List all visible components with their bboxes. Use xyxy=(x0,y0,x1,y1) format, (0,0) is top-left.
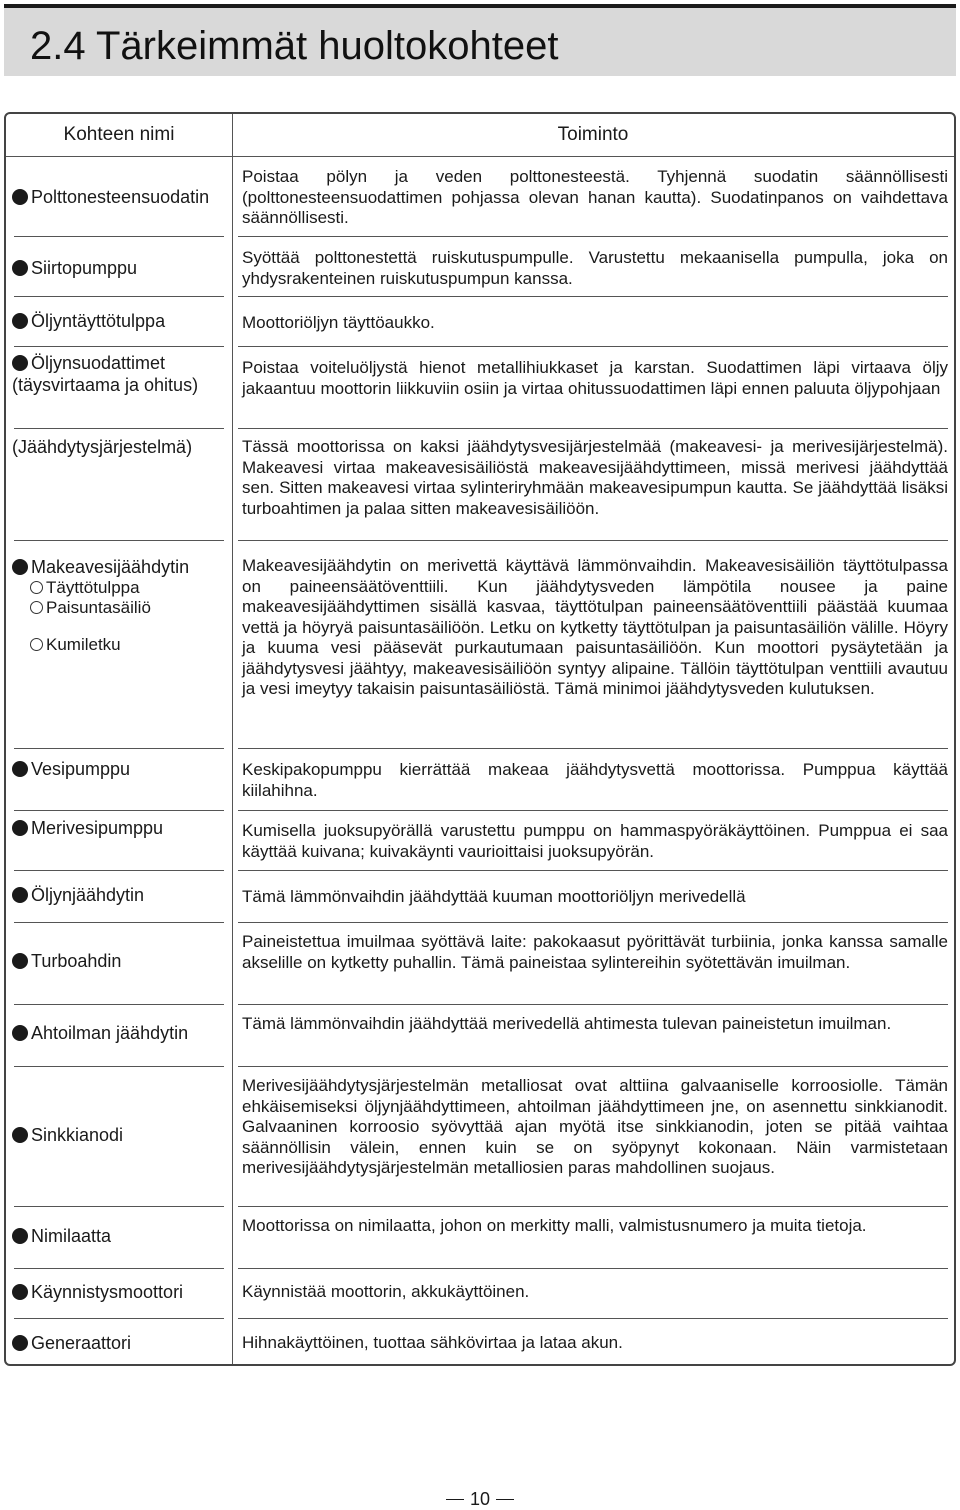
item-function: Makeavesijäähdytin on merivettä käyttävä lämmönvaihdin. Makeavesisäiliön täyttötulpassa on paineensäätöventtiili. Kun jäähdytysveden lämpötila nousee ja paine makeavesijäähdyttimen sisällä kasvaa, täyttötulpan paineensäätöventtiili päästää kuumaa vettä ja höyryä paisuntasäiliöön. Letku on kytketty täyttötulpan ja paisuntasäiliön välille. Höyry ja kuuma vesi pääsevät purkautumaan paisuntasäiliöön. Kun moottori pysäytetään ja jäähdytysvesi jäähtyy, makeavesisäiliöön syntyy alipaine. Tällöin täyttötulpan venttiili avautuu ja vesi imeytyy takaisin paisuntasäiliöstä. Tämä minimoi jäähdytysveden kulutuksen. xyxy=(242,556,948,698)
item-function: Tämä lämmönvaihdin jäähdyttää kuuman moottoriöljyn merivedellä xyxy=(242,887,746,906)
row-divider xyxy=(238,810,948,811)
item-function: Syöttää polttonestettä ruiskutuspumpulle. Varustettu mekaanisella pumpulla, joka on yhdysrakenteinen ruiskutuspumpun kanssa. xyxy=(242,248,948,288)
row-divider xyxy=(238,1004,948,1005)
dash-icon xyxy=(496,1499,514,1500)
item-function: Poistaa voiteluöljystä hienot metallihiukkaset ja karstan. Suodattimen läpi virtaava öljy jakaantuu moottorin liikkuviin osiin ja virtaa ohitussuodattimen läpi ennen paluuta öljypohjaan xyxy=(242,358,948,398)
circle-icon xyxy=(30,581,43,594)
item-name: Nimilaatta xyxy=(12,1225,228,1247)
item-name: Turboahdin xyxy=(12,950,228,972)
item-name: Merivesipumppu xyxy=(12,817,228,839)
row-divider xyxy=(14,296,224,297)
item-name: Öljynjäähdytin xyxy=(12,884,228,906)
bullet-icon xyxy=(12,761,28,777)
item-function: Tässä moottorissa on kaksi jäähdytysvesijärjestelmää (makeavesi- ja merivesijärjestelmä). Makeavesi virtaa makeavesisäiliöstä makeavesijäähdyttimeen, missä merivesi jäähdyttää sen. Sitten makeavesi virtaa sylinteriryhmään makeavesipumpun kautta. Se jäähdyttää lisäksi turboahtimen ja palaa sitten makeavesisäiliöön. xyxy=(242,437,948,518)
item-name: Käynnistysmoottori xyxy=(12,1281,228,1303)
title-bar xyxy=(4,4,956,76)
row-divider xyxy=(14,428,224,429)
bullet-icon xyxy=(12,887,28,903)
row-divider xyxy=(238,748,948,749)
row-divider xyxy=(14,540,224,541)
item-name: Ahtoilman jäähdytin xyxy=(12,1022,228,1044)
item-function: Kumisella juoksupyörällä varustettu pumppu on hammaspyöräkäyttöinen. Pumppua ei saa käyttää kuivana; kuivakäynti vaurioittaisi juoksupyörän. xyxy=(242,821,948,861)
column-divider xyxy=(232,114,233,1364)
item-name: Öljyntäyttötulppa xyxy=(12,310,228,332)
page-number: 10 xyxy=(0,1488,960,1510)
item-name: Generaattori xyxy=(12,1332,228,1354)
row-divider xyxy=(238,346,948,347)
row-divider xyxy=(14,748,224,749)
row-divider xyxy=(238,1206,948,1207)
item-name: (Jäähdytysjärjestelmä) xyxy=(12,437,193,457)
item-name: Öljynsuodattimet (täysvirtaama ja ohitus) xyxy=(12,353,199,395)
bullet-icon xyxy=(12,189,28,205)
row-divider xyxy=(238,236,948,237)
row-divider xyxy=(238,870,948,871)
bullet-icon xyxy=(12,820,28,836)
item-name: Sinkkianodi xyxy=(12,1124,228,1146)
row-divider xyxy=(14,870,224,871)
row-divider xyxy=(14,1004,224,1005)
bullet-icon xyxy=(12,1127,28,1143)
item-name: Siirtopumppu xyxy=(12,257,228,279)
item-function: Tämä lämmönvaihdin jäähdyttää merivedellä ahtimesta tulevan paineistetun imuilman. xyxy=(242,1014,892,1033)
item-function: Keskipakopumppu kierrättää makeaa jäähdytysvettä moottorissa. Pumppua käyttää kiilahihna. xyxy=(242,760,948,800)
row-divider xyxy=(238,1066,948,1067)
row-divider xyxy=(238,428,948,429)
item-function: Moottorissa on nimilaatta, johon on merkitty malli, valmistusnumero ja muita tietoja. xyxy=(242,1216,867,1235)
row-divider xyxy=(14,922,224,923)
row-divider xyxy=(14,1206,224,1207)
row-divider xyxy=(14,346,224,347)
sub-item: Kumiletku xyxy=(12,635,228,655)
item-function: Moottoriöljyn täyttöaukko. xyxy=(242,313,435,332)
page-title: 2.4 Tärkeimmät huoltokohteet xyxy=(30,24,559,68)
bullet-icon xyxy=(12,1228,28,1244)
row-divider xyxy=(238,922,948,923)
maintenance-table xyxy=(4,112,956,1366)
bullet-icon xyxy=(12,1284,28,1300)
bullet-icon xyxy=(12,953,28,969)
sub-item: Täyttötulppa xyxy=(12,578,228,598)
item-name: Makeavesijäähdytin Täyttötulppa Paisuntasäiliö Kumiletku xyxy=(12,556,228,655)
row-divider xyxy=(14,236,224,237)
row-divider xyxy=(14,1066,224,1067)
item-function: Poistaa pölyn ja veden polttonesteestä. Tyhjennä suodatin säännöllisesti (polttonesteensuodattimen pohjassa olevan hanan kautta). Suodatinpanos on vaihdettava säännöllisesti. xyxy=(242,167,948,227)
circle-icon xyxy=(30,638,43,651)
row-divider xyxy=(238,1268,948,1269)
bullet-icon xyxy=(12,1335,28,1351)
item-name: Vesipumppu xyxy=(12,758,228,780)
item-function: Paineistettua imuilmaa syöttävä laite: pakokaasut pyörittävät turbiinia, jonka kanssa samalle akselille on kytketty puhallin. Tämä paineistaa sylintereihin syötettävän imuilman. xyxy=(242,932,948,972)
row-divider xyxy=(238,296,948,297)
dash-icon xyxy=(446,1499,464,1500)
bullet-icon xyxy=(12,260,28,276)
bullet-icon xyxy=(12,313,28,329)
sub-item: Paisuntasäiliö xyxy=(12,598,228,618)
row-divider xyxy=(14,1318,224,1319)
row-divider xyxy=(238,1318,948,1319)
bullet-icon xyxy=(12,559,28,575)
header-function: Toiminto xyxy=(557,124,629,145)
item-name: Polttonesteensuodatin xyxy=(12,186,228,208)
row-divider xyxy=(14,810,224,811)
circle-icon xyxy=(30,601,43,614)
header-divider xyxy=(6,156,954,157)
bullet-icon xyxy=(12,1025,28,1041)
row-divider xyxy=(14,1268,224,1269)
header-name: Kohteen nimi xyxy=(63,124,175,145)
item-function: Käynnistää moottorin, akkukäyttöinen. xyxy=(242,1282,530,1301)
item-function: Hihnakäyttöinen, tuottaa sähkövirtaa ja lataa akun. xyxy=(242,1333,623,1352)
row-divider xyxy=(238,540,948,541)
bullet-icon xyxy=(12,355,28,371)
item-function: Merivesijäähdytysjärjestelmän metalliosat ovat alttiina galvaaniselle korroosiolle. Tämän ehkäisemiseksi öljynjäähdyttimeen, ahtoilman jäähdyttimeen jne, on asennettu sinkkianodit. Galvaaninen korroosio syövyttää ajan myötä itse sinkkianodin, joten se pitää vaihtaa säännöllisin välein, ennen kuin se on syöpynyt kokonaan. Näin varmistetaan merivesijäähdytysjärjestelmän metalliosien paras mahdollinen suojaus. xyxy=(242,1076,948,1177)
